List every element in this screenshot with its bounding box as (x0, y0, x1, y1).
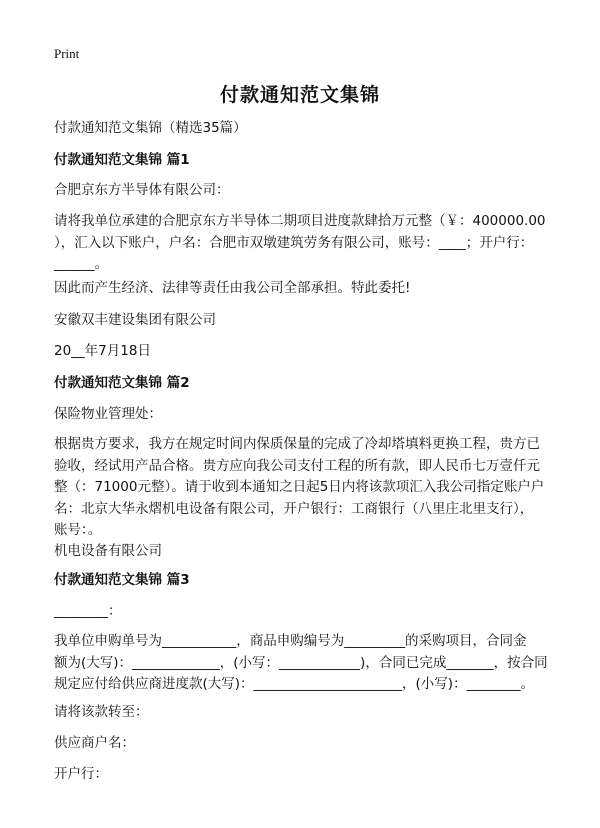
body-line: ______。 (54, 256, 108, 272)
document-subtitle: 付款通知范文集锦（精选35篇） (54, 120, 247, 136)
section-3-heading: 付款通知范文集锦 篇3 (54, 572, 190, 588)
section-2-heading: 付款通知范文集锦 篇2 (54, 375, 190, 391)
body-line: 额为(大写)：_____________，(小写：____________)，合同已完成_______，按合同 (54, 654, 548, 671)
body-line: 请将我单位承建的合肥京东方半导体二期项目进度款肆拾万元整（￥：400000.00 (54, 213, 546, 229)
section-3-transfer-line: 请将该款转至： (54, 704, 149, 720)
section-3-body (54, 631, 554, 696)
body-line: 账号：。 (54, 522, 102, 538)
print-label: Print (54, 46, 80, 61)
section-3-bank-line: 开户行： (54, 766, 108, 782)
section-1-statement: 因此而产生经济、法律等责任由我公司全部承担。特此委托! (54, 280, 411, 296)
section-3-supplier-name-line: 供应商户名： (54, 735, 135, 751)
body-line: 验收，经试用产品合格。贵方应向我公司支付工程的所有款，即人民币七万壹仟元 (54, 457, 540, 474)
section-2-signer: 机电设备有限公司 (54, 543, 162, 559)
body-line: 根据贵方要求，我方在规定时间内保质保量的完成了冷却塔填料更换工程，贵方已 (54, 436, 540, 452)
section-1-body (54, 211, 554, 276)
section-1-date: 20__年7月18日 (54, 343, 151, 359)
document-title: 付款通知范文集锦 (219, 84, 380, 106)
section-2-salutation: 保险物业管理处： (54, 406, 162, 422)
body-line: 整（：71000元整）。请于收到本通知之日起5日内将该款项汇入我公司指定账户户 (54, 479, 545, 495)
body-line: 名：北京大华永熠机电设备有限公司，开户银行：工商银行（八里庄北里支行）， (54, 500, 534, 517)
section-1-salutation: 合肥京东方半导体有限公司： (54, 182, 230, 198)
body-line: ），汇入以下账户，户名：合肥市双墩建筑劳务有限公司，账号：____；开户行： (54, 234, 534, 251)
body-line: 我单位申购单号为___________，商品申购编号为_________的采购项目，合同金 (54, 633, 527, 649)
section-3-salutation: ________： (54, 603, 122, 619)
section-2-body (54, 434, 554, 542)
section-1-heading: 付款通知范文集锦 篇1 (54, 152, 190, 168)
section-1-signer: 安徽双丰建设集团有限公司 (54, 312, 216, 328)
body-line: 规定应付给供应商进度款(大写)：______________________，(小写)：________。 (54, 676, 535, 692)
